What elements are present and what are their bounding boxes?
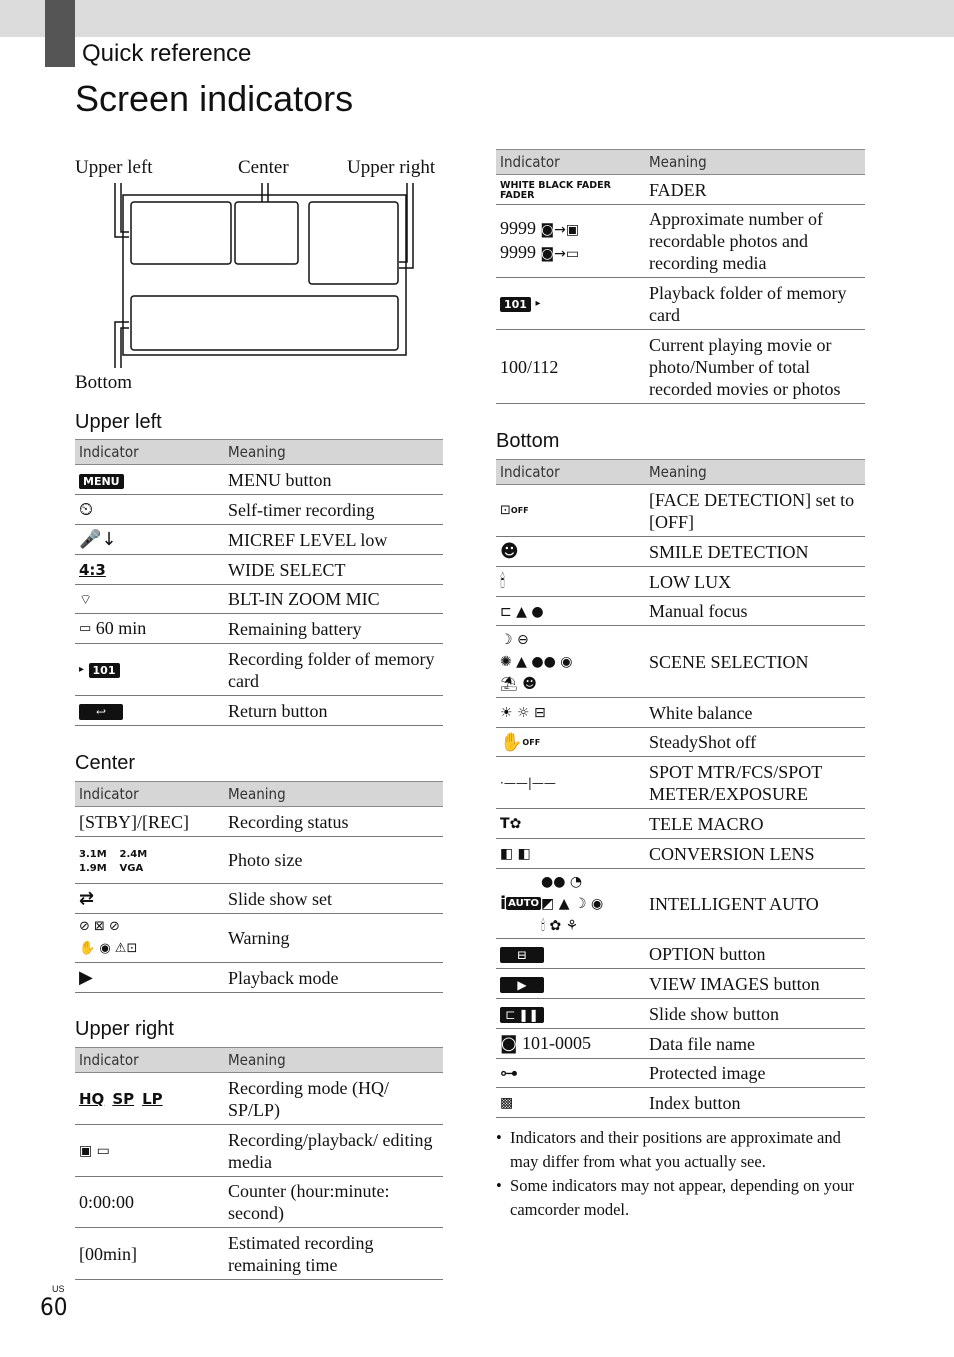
note-text: Some indicators may not appear, depending on your camcorder model.: [510, 1176, 854, 1219]
table-row: [496, 1088, 865, 1118]
slide-show-icon: ⊏ ❚❚: [500, 1007, 544, 1023]
folder-icon: 101: [500, 297, 531, 312]
table-row: [75, 696, 443, 726]
upper-right-continued-table: [496, 149, 865, 404]
battery-icon: ▭: [79, 621, 92, 637]
table-row: [496, 757, 865, 809]
table-row: [496, 485, 865, 537]
diagram-label-bottom: Bottom: [75, 372, 133, 393]
meaning: SCENE SELECTION: [645, 626, 865, 698]
playback-icon: ▶: [79, 967, 93, 989]
table-row: [75, 614, 443, 644]
menu-icon: MENU: [79, 474, 124, 489]
table-row: [496, 175, 865, 205]
table-row: [75, 525, 443, 555]
meaning: Data file name: [645, 1029, 865, 1059]
section-label: Quick reference: [82, 40, 252, 67]
meaning: Recording/playback/ editing media: [224, 1125, 443, 1177]
meaning: Slide show button: [645, 999, 865, 1029]
notes: [496, 1126, 866, 1222]
table-row: [496, 278, 865, 330]
table-row: [75, 884, 443, 914]
table-row: [75, 495, 443, 525]
intelligent-auto-icons: ●● ◔ ◩ ▲ ☽ ◉ 🕯 ✿ ⚘: [541, 873, 604, 934]
battery-time: 60 min: [95, 617, 147, 638]
table-row: [75, 555, 443, 585]
spot-meter-icon: ·——|——: [500, 776, 556, 791]
meaning: Remaining battery: [224, 614, 443, 644]
upper-right-heading: Upper right: [75, 1018, 174, 1040]
col-indicator: Indicator: [75, 440, 224, 465]
upper-left-heading: Upper left: [75, 411, 162, 433]
col-meaning: Meaning: [224, 782, 443, 807]
face-icon: ⊡: [500, 503, 511, 519]
option-icon: ⊟: [500, 947, 544, 963]
zoom-mic-icon: ⌔: [79, 591, 93, 608]
col-indicator: Indicator: [496, 150, 645, 175]
page-region: US: [52, 1284, 65, 1294]
wide-select-icon: 4:3: [79, 561, 106, 580]
meaning: SPOT MTR/FCS/SPOT METER/EXPOSURE: [645, 757, 865, 809]
meaning: WIDE SELECT: [224, 555, 443, 585]
note-item: • Some indicators may not appear, depending on your camcorder model.: [496, 1176, 854, 1219]
table-row: [496, 537, 865, 567]
hq-icon: HQ: [79, 1090, 105, 1108]
upper-left-table: [75, 439, 443, 726]
meaning: FADER: [645, 175, 865, 205]
center-heading: Center: [75, 752, 136, 774]
table-row: [496, 330, 865, 404]
meaning: LOW LUX: [645, 567, 865, 597]
meaning: Index button: [645, 1088, 865, 1118]
meaning: VIEW IMAGES button: [645, 969, 865, 999]
file-name: 101-0005: [521, 1032, 591, 1053]
indicator: [STBY]/[REC]: [75, 807, 224, 837]
arrow-right-icon: ▸: [535, 298, 541, 310]
auto-badge: AUTO: [508, 898, 540, 909]
table-row: [496, 939, 865, 969]
table-row: [75, 585, 443, 614]
meaning: Approximate number of recordable photos and recording media: [645, 205, 865, 278]
folder-icon: 101: [89, 663, 120, 678]
media-icons: ▣ ▭: [79, 1143, 110, 1160]
meaning: Playback folder of memory card: [645, 278, 865, 330]
tele-macro-icon: T✿: [500, 816, 522, 833]
meaning: Slide show set: [224, 884, 443, 914]
table-row: [496, 698, 865, 728]
meaning: Counter (hour:minute: second): [224, 1177, 443, 1228]
diagram-label-upper-right: Upper right: [347, 157, 436, 178]
meaning: Return button: [224, 696, 443, 726]
meaning: INTELLIGENT AUTO: [645, 869, 865, 939]
diagram-label-center: Center: [238, 157, 289, 178]
bottom-heading: Bottom: [496, 430, 560, 452]
table-row: [75, 837, 443, 884]
conversion-lens-icons: ◧ ◧: [500, 846, 531, 863]
camera-media-icon: ◙→▣: [540, 222, 580, 238]
table-row: [496, 809, 865, 839]
table-row: [75, 1125, 443, 1177]
table-row: [496, 869, 865, 939]
col-meaning: Meaning: [224, 1048, 443, 1073]
meaning: Self-timer recording: [224, 495, 443, 525]
protect-key-icon: ⊶: [500, 1062, 518, 1084]
center-table: [75, 781, 443, 993]
table-row: [496, 999, 865, 1029]
arrow-right-icon: ▸: [79, 664, 85, 676]
face-detection-off-icon: OFF: [510, 506, 529, 516]
meaning: Playback mode: [224, 963, 443, 993]
table-row: [75, 644, 443, 696]
meaning: [FACE DETECTION] set to [OFF]: [645, 485, 865, 537]
note-item: • Indicators and their positions are approximate and may differ from what you actually see.: [496, 1128, 841, 1171]
col-indicator: Indicator: [496, 460, 645, 485]
meaning: MICREF LEVEL low: [224, 525, 443, 555]
hand-icon: ✋: [500, 731, 523, 753]
warning-icons: ⊘ ⊠ ⊘ ✋ ◉ ⚠⊡: [79, 919, 138, 956]
table-row: [75, 914, 443, 963]
camera-card-icon: ◙→▭: [540, 245, 580, 262]
intelligent-auto-icon: i AUTO: [500, 892, 540, 914]
photo-size-icon: 1.9M: [79, 862, 107, 874]
table-row: [496, 626, 865, 698]
steadyshot-off-icon: OFF: [522, 737, 541, 747]
return-icon: ↩: [79, 704, 123, 720]
upper-right-table: [75, 1047, 443, 1280]
table-row: [496, 839, 865, 869]
meaning: MENU button: [224, 465, 443, 495]
note-text: Indicators and their positions are approximate and may differ from what you actually see.: [510, 1128, 841, 1171]
meaning: Photo size: [224, 837, 443, 884]
meaning: Warning: [224, 914, 443, 963]
white-balance-icons: ☀ ☼ ⊟: [500, 705, 546, 722]
table-row: [75, 807, 443, 837]
scene-selection-icons: ☽ ⊖ ✺ ▲ ●● ◉ ⛱ ☻: [500, 631, 573, 692]
meaning: SteadyShot off: [645, 728, 865, 757]
table-row: [75, 1073, 443, 1125]
photo-size-icon: 3.1M: [79, 848, 107, 860]
col-meaning: Meaning: [645, 460, 865, 485]
table-row: [496, 1059, 865, 1088]
meaning: Recording mode (HQ/ SP/LP): [224, 1073, 443, 1125]
tele-letter: T: [500, 816, 510, 833]
self-timer-icon: ⏲: [79, 499, 94, 521]
view-images-icon: ▶: [500, 977, 544, 993]
sp-icon: SP: [112, 1090, 135, 1108]
page-title: Screen indicators: [75, 78, 354, 119]
table-row: [496, 728, 865, 757]
table-row: [496, 205, 865, 278]
meaning: White balance: [645, 698, 865, 728]
table-row: [496, 1029, 865, 1059]
col-indicator: Indicator: [75, 1048, 224, 1073]
col-indicator: Indicator: [75, 782, 224, 807]
indicator: 0:00:00: [75, 1177, 224, 1228]
col-meaning: Meaning: [224, 440, 443, 465]
meaning: Current playing movie or photo/Number of total recorded movies or photos: [645, 330, 865, 404]
indicator: 100/112: [496, 330, 645, 404]
lp-icon: LP: [142, 1090, 163, 1108]
photo-count: 9999: [500, 242, 536, 262]
photo-size-icon: VGA: [119, 862, 144, 874]
table-row: [496, 567, 865, 597]
diagram-label-upper-left: Upper left: [75, 157, 153, 178]
page-number: 60: [40, 1293, 68, 1321]
table-row: [75, 1228, 443, 1280]
index-icon: ▩: [500, 1095, 514, 1112]
bottom-table: [496, 459, 865, 1118]
manual-focus-icons: ⊏ ▲ ●: [500, 603, 544, 620]
table-row: [75, 465, 443, 495]
slide-show-set-icon: ⇄: [79, 888, 95, 910]
meaning: Protected image: [645, 1059, 865, 1088]
table-row: [75, 963, 443, 993]
photo-count: 9999: [500, 218, 536, 239]
meaning: Manual focus: [645, 597, 865, 626]
smile-detection-icon: ☻: [500, 541, 519, 563]
meaning: BLT-IN ZOOM MIC: [224, 585, 443, 614]
meaning: TELE MACRO: [645, 809, 865, 839]
meaning: Recording status: [224, 807, 443, 837]
meaning: SMILE DETECTION: [645, 537, 865, 567]
meaning: OPTION button: [645, 939, 865, 969]
low-lux-icon: 🕯: [500, 571, 506, 593]
meaning: CONVERSION LENS: [645, 839, 865, 869]
col-meaning: Meaning: [645, 150, 865, 175]
micref-low-icon: 🎤↓: [79, 529, 117, 551]
table-row: [496, 597, 865, 626]
meaning: Recording folder of memory card: [224, 644, 443, 696]
meaning: Estimated recording remaining time: [224, 1228, 443, 1280]
photo-size-icon: 2.4M: [119, 848, 148, 860]
table-row: [496, 969, 865, 999]
table-row: [75, 1177, 443, 1228]
camera-icon: ◙: [500, 1033, 518, 1055]
indicator: [00min]: [75, 1228, 224, 1280]
fader-icon: WHITE BLACK FADER FADER: [500, 179, 611, 201]
